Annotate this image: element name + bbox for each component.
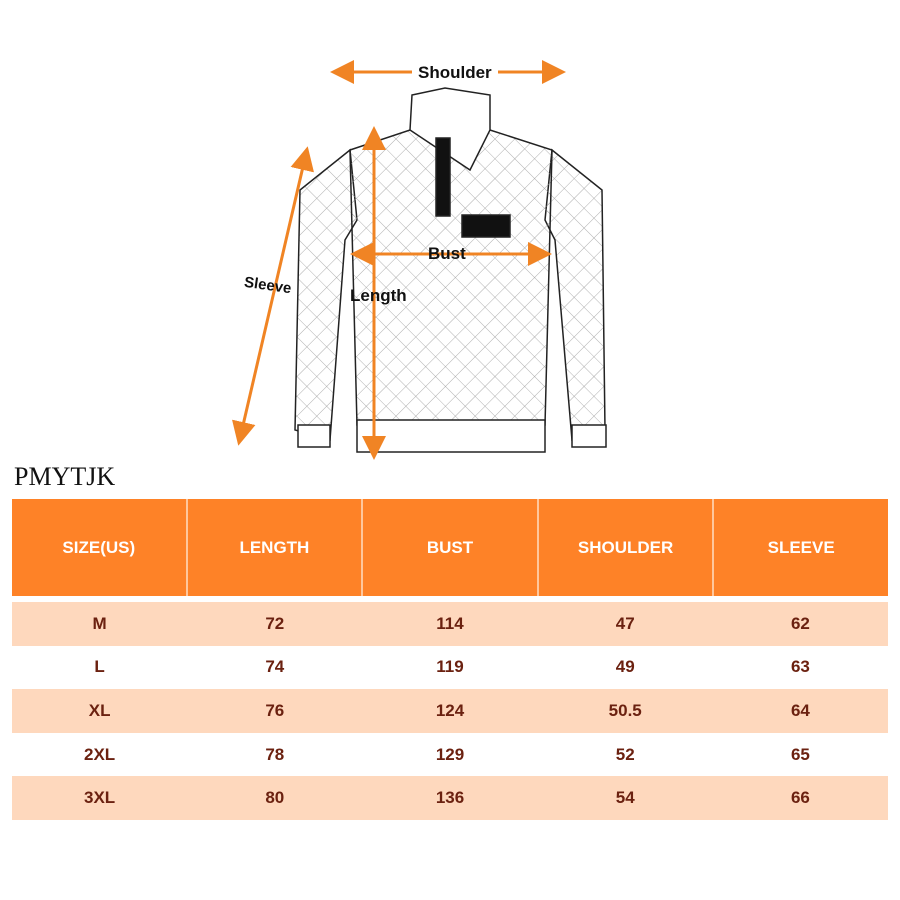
- table-cell: 49: [615, 657, 635, 677]
- table-cell: 50.5: [608, 700, 642, 720]
- table-row: [12, 602, 888, 646]
- table-cell: 114: [436, 613, 464, 633]
- table-cell: 65: [790, 744, 810, 764]
- table-header: [12, 499, 888, 596]
- table-cell: 72: [265, 613, 285, 633]
- table-cell: XL: [88, 700, 111, 720]
- table-cell: 136: [435, 788, 465, 808]
- bust-label: Bust: [428, 244, 466, 263]
- table-row: [12, 646, 888, 690]
- header-length: LENGTH: [188, 499, 364, 596]
- table-cell: 78: [265, 744, 285, 764]
- table-cell: 76: [265, 700, 285, 720]
- table-cell: 64: [790, 700, 810, 720]
- table-cell: 2XL: [84, 744, 116, 764]
- table-cell: 119: [436, 657, 464, 677]
- table-row: [12, 776, 888, 820]
- header-shoulder: SHOULDER: [539, 499, 715, 596]
- length-label: Length: [350, 286, 407, 305]
- table-cell: 62: [790, 613, 810, 633]
- table-cell: 54: [615, 788, 635, 808]
- table-cell: 3XL: [84, 788, 116, 808]
- sleeve-label: Sleeve: [243, 273, 293, 298]
- table-cell: L: [94, 657, 105, 677]
- header-bust: BUST: [363, 499, 539, 596]
- table-cell: 66: [790, 788, 810, 808]
- table-cell: 129: [435, 744, 465, 764]
- table-row: [12, 689, 888, 733]
- table-row: [12, 733, 888, 777]
- size-table: [12, 499, 888, 820]
- table-cell: 80: [265, 788, 285, 808]
- table-cell: M: [92, 613, 107, 633]
- header-size: SIZE(US): [12, 499, 188, 596]
- brand-name: PMYTJK: [14, 462, 116, 491]
- shoulder-label: Shoulder: [412, 63, 498, 83]
- table-cell: 52: [615, 744, 635, 764]
- table-cell: 74: [265, 657, 285, 677]
- table-cell: 47: [615, 613, 635, 633]
- sweater-diagram: [230, 55, 630, 465]
- table-cell: 63: [790, 657, 810, 677]
- header-sleeve: SLEEVE: [767, 537, 835, 557]
- table-cell: 124: [435, 700, 465, 720]
